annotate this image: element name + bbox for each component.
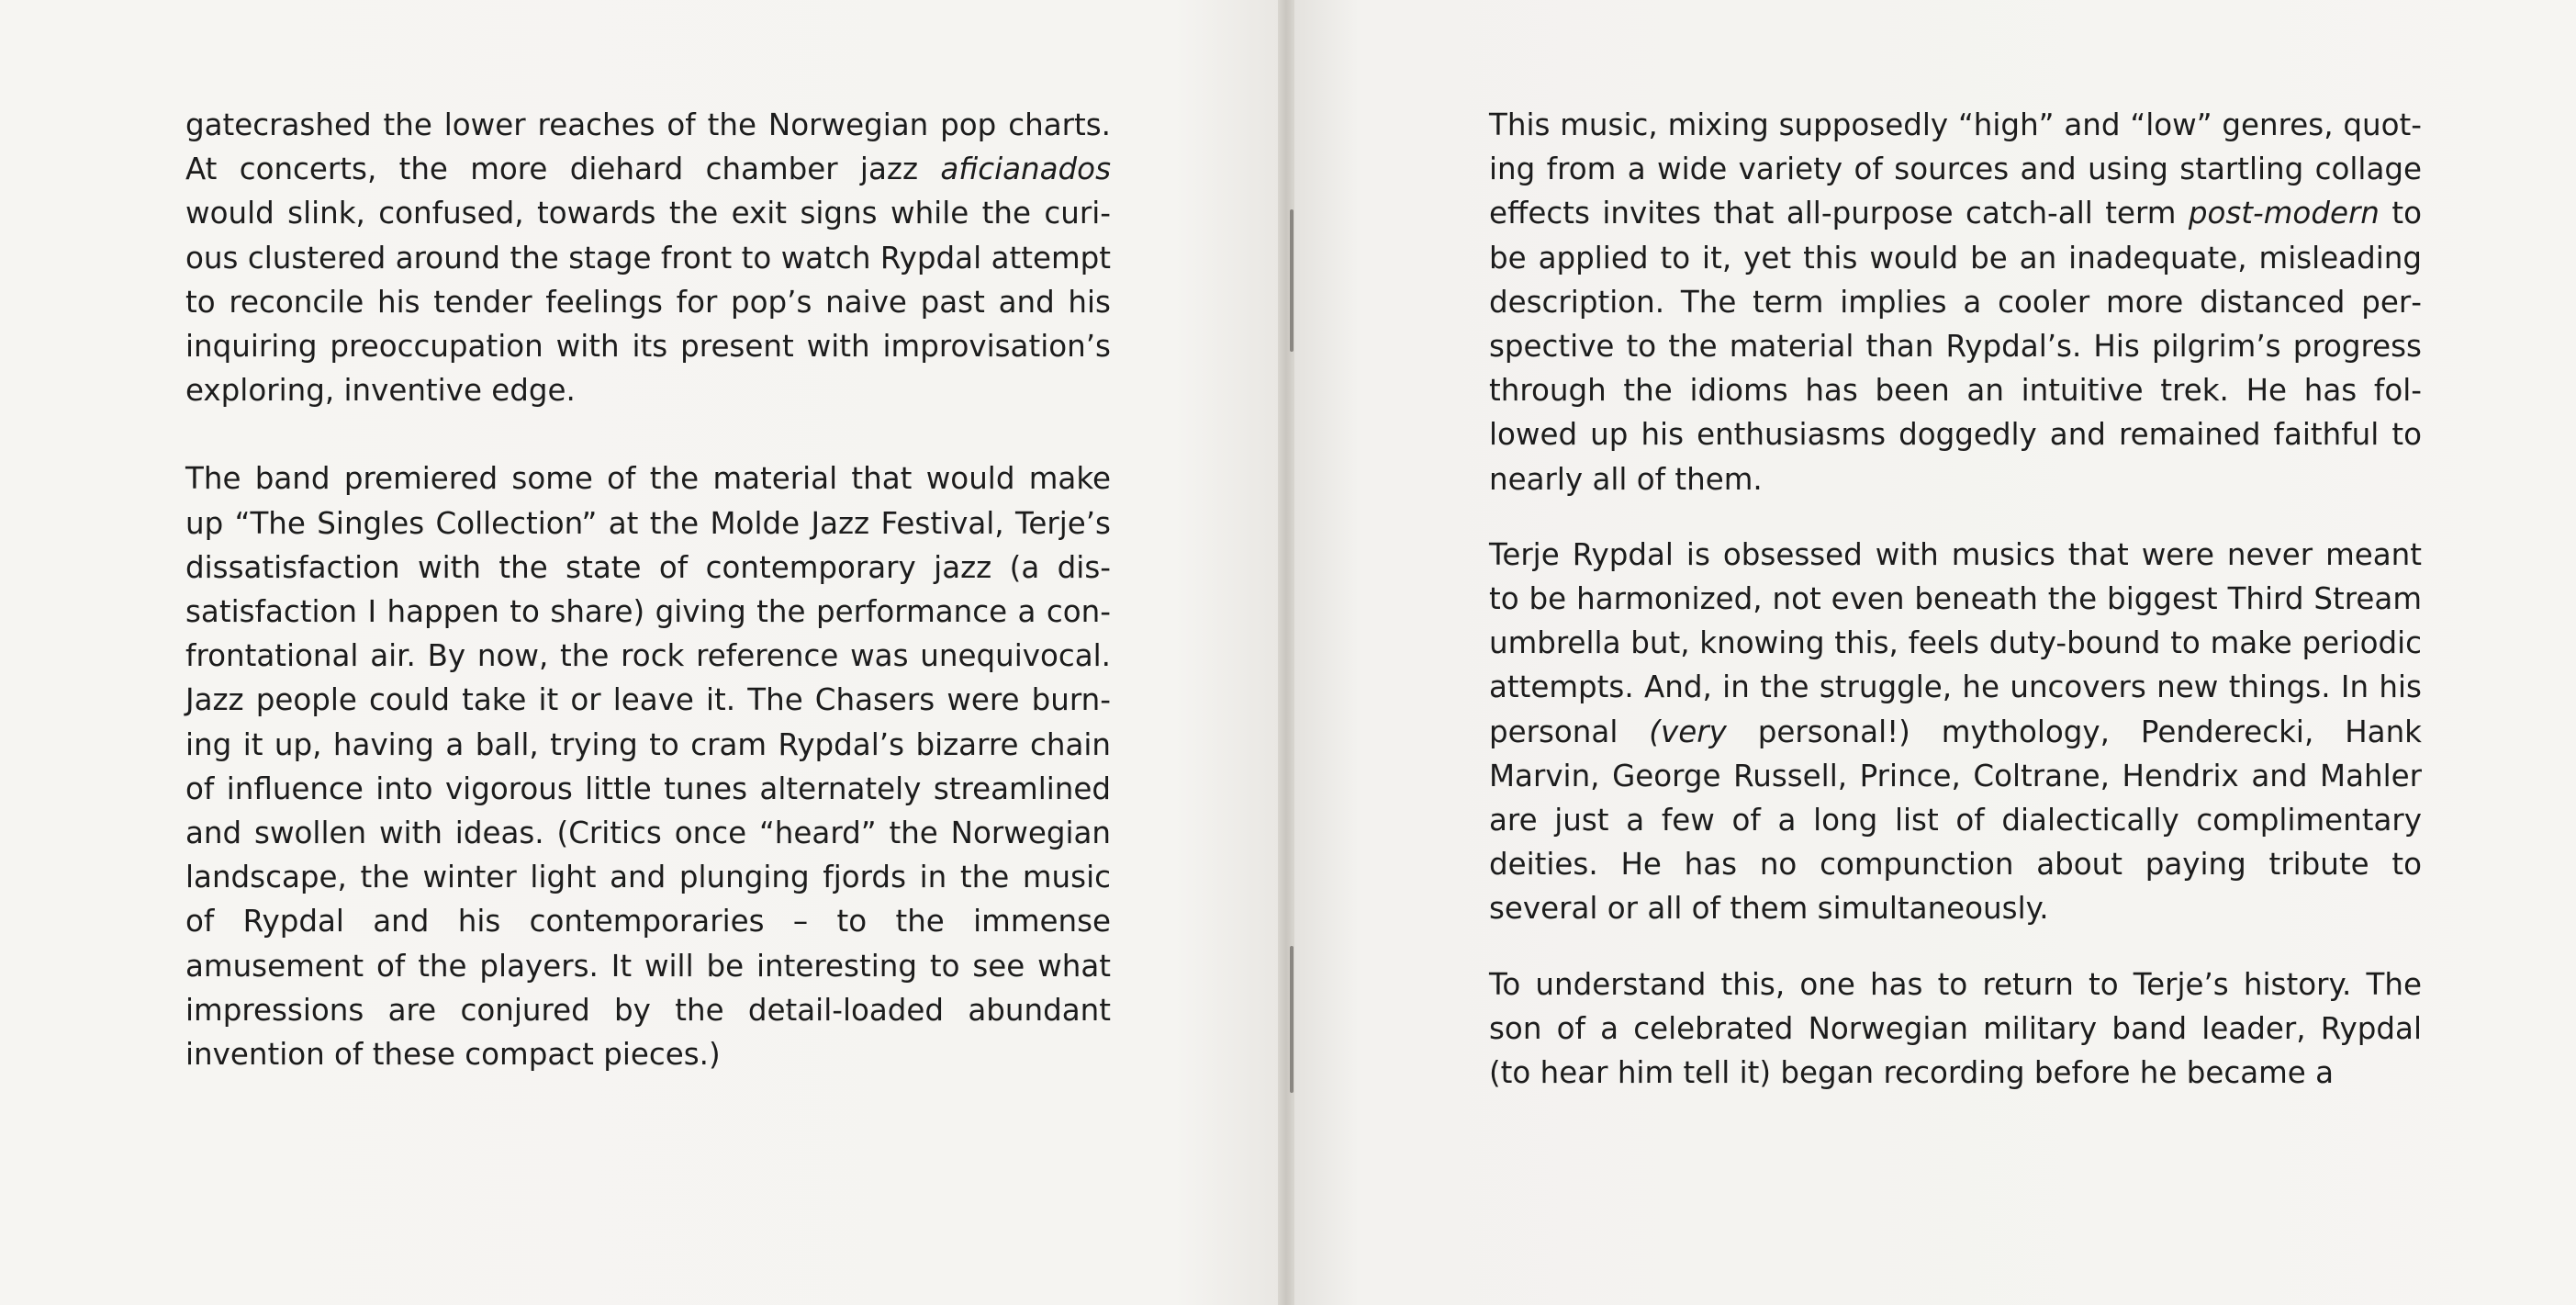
right-paragraph-3: To understand this, one has to return to Terje’s history. The son of a celebrated Norwegian military band leader, Rypdal (to hear him tell it) began recording before he became a [1489,966,2422,1091]
left-text-column [185,103,1111,1076]
left-paragraph-1 [185,103,1111,412]
italic-word: post-modern [2188,196,2380,231]
italic-word: aficianados [940,152,1111,187]
text-run: would slink, confused, towards the exit signs while the curious clustered around the stage front to watch Rypdal attempt to reconcile his tender feelings for pop’s naive past and his inquiring preoccupation with its present with improvisation’s exploring, inventive edge. [185,196,1111,409]
binding-gutter [1278,0,1294,1305]
text-run: personal!) mythology, Penderecki, Hank Marvin, George Russell, Prince, Coltrane, Hendrix and Mahler are just a few of a long list of dialectically complimentary deities. He has no compunction about paying tribute to several or all of them simultaneously. [1489,714,2422,927]
italic-word: (very [1649,714,1727,749]
left-page [0,0,1278,1305]
right-page [1294,0,2576,1305]
text-run: Terje Rypdal is obsessed with musics that were never meant to be harmonized, not even beneath the biggest Third Stream umbrella but, knowing this, feels duty-bound to make periodic attempts. And, in the struggle, he uncovers new things. In his personal [1489,536,2422,749]
right-text-column [1489,103,2422,1095]
right-paragraph-2 [1489,533,2422,931]
right-paragraph-1 [1489,103,2422,501]
text-run: gatecrashed the lower reaches of the Norwegian pop charts. At concerts, the more diehard chamber jazz [185,107,1111,187]
text-run: to be applied to it, yet this would be an inadequate, misleading description. The term implies a cooler more distanced perspective to the material than Rypdal’s. His pilgrim’s progress through the idioms has been an intuitive trek. He has followed up his enthusiasms doggedly and remained faithful to nearly all of them. [1489,196,2422,497]
left-paragraph-2: The band premiered some of the material that would make up “The Singles Collection” at the Molde Jazz Festival, Terje’s dissatisfaction with the state of contemporary jazz (a dissatisfaction I happen to share) giving the performance a confrontational air. By now, the rock reference was unequivocal. Jazz people could take it or leave it. The Chasers were burning it up, having a ball, trying to cram Rypdal’s bizarre chain of influence into vigorous little tunes alternately streamlined and swollen with ideas. (Critics once “heard” the Norwegian landscape, the winter light and plunging fjords in the music of Rypdal and his contemporaries – to the immense amusement of the players. It will be interesting to see what impressions are conjured by the detail-loaded abundant invention of these compact pieces.) [185,461,1111,1073]
staple-top [1290,209,1294,352]
staple-bottom [1290,946,1294,1093]
text-run: This music, mixing supposedly “high” and “low” genres, quoting from a wide variety of sources and using startling collage effects invites that all-purpose catch-all term [1489,107,2422,231]
